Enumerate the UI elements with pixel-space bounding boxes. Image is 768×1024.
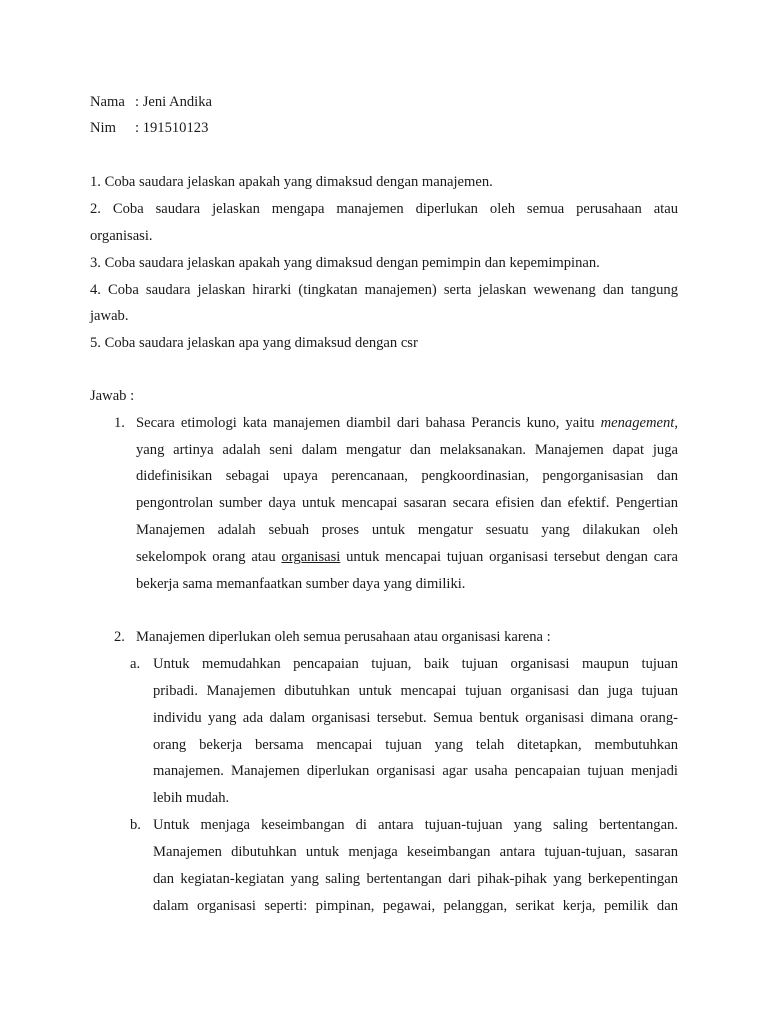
- answer-2-intro: Manajemen diperlukan oleh semua perusahaan atau organisasi karena :: [136, 629, 551, 645]
- nim-value: : 191510123: [135, 120, 209, 136]
- nim-label: Nim: [90, 120, 116, 136]
- question-2-line-1: 2. Coba saudara jelaskan mengapa manajemen diperlukan oleh semua perusahaan atau: [90, 201, 678, 217]
- answer-1-line-1-punct: ,: [674, 415, 678, 431]
- answer-1-line-7: bekerja sama memanfaatkan sumber daya yang dimiliki.: [136, 576, 466, 592]
- nim-line: [90, 117, 678, 139]
- question-2-line-2: organisasi.: [90, 228, 153, 244]
- question-5: 5. Coba saudara jelaskan apa yang dimaksud dengan csr: [90, 335, 418, 351]
- answer-2a-marker: a.: [130, 656, 141, 672]
- answer-2a-line-3: individu yang ada dalam organisasi tersebut. Semua bentuk organisasi dimana orang-: [153, 710, 678, 726]
- answer-2a-line-4: orang bekerja bersama mencapai tujuan yang telah ditetapkan, membutuhkan: [153, 737, 678, 753]
- answer-1-number: 1.: [114, 415, 125, 431]
- question-4-line-2: jawab.: [90, 308, 129, 324]
- answer-2a-line-5: manajemen. Manajemen diperlukan organisasi agar usaha pencapaian tujuan menjadi: [153, 763, 678, 779]
- answer-2b-line-4: dalam organisasi seperti: pimpinan, pegawai, pelanggan, serikat kerja, pemilik dan: [153, 898, 678, 914]
- answer-2-number: 2.: [114, 629, 125, 645]
- italic-term: menagement: [600, 415, 675, 431]
- name-label: Nama: [90, 94, 125, 110]
- answer-2b-line-1: Untuk menjaga keseimbangan di antara tujuan-tujuan yang saling bertentangan.: [153, 817, 678, 833]
- question-4-line-1: 4. Coba saudara jelaskan hirarki (tingkatan manajemen) serta jelaskan wewenang dan tangung: [90, 282, 678, 298]
- answer-2a-line-1: Untuk memudahkan pencapaian tujuan, baik tujuan organisasi maupun tujuan: [153, 656, 678, 672]
- answer-1-line-1: [136, 412, 678, 434]
- answer-1-line-1-text: Secara etimologi kata manajemen diambil dari bahasa Perancis kuno, yaitu: [136, 415, 601, 431]
- answer-1-line-3: didefinisikan sebagai upaya perencanaan, pengkoordinasian, pengorganisasian dan: [136, 468, 678, 484]
- question-1: 1. Coba saudara jelaskan apakah yang dimaksud dengan manajemen.: [90, 174, 493, 190]
- name-value: : Jeni Andika: [135, 94, 213, 110]
- answer-2b-marker: b.: [130, 817, 141, 833]
- answer-1-line-4: pengontrolan sumber daya untuk mencapai sasaran secara efisien dan efektif. Pengertian: [136, 495, 678, 511]
- answer-2b-line-3: dan kegiatan-kegiatan yang saling bertentangan dari pihak-pihak yang berkepentingan: [153, 871, 678, 887]
- answer-2a-line-6: lebih mudah.: [153, 790, 230, 806]
- name-line: [90, 91, 678, 113]
- answer-2a-line-2: pribadi. Manajemen dibutuhkan untuk mencapai tujuan organisasi dan juga tujuan: [153, 683, 678, 699]
- answer-heading: Jawab :: [90, 388, 135, 404]
- organisasi-link[interactable]: organisasi: [281, 549, 341, 565]
- answer-1-line-2: yang artinya adalah seni dalam mengatur dan melaksanakan. Manajemen dapat juga: [136, 442, 678, 458]
- answer-1-line-6-text: sekelompok orang atau: [136, 549, 282, 565]
- answer-1-line-5: Manajemen adalah sebuah proses untuk mengatur sesuatu yang dilakukan oleh: [136, 522, 678, 538]
- answer-1-line-6: [136, 546, 678, 568]
- answer-2b-line-2: Manajemen dibutuhkan untuk menjaga keseimbangan antara tujuan-tujuan, sasaran: [153, 844, 678, 860]
- question-3: 3. Coba saudara jelaskan apakah yang dimaksud dengan pemimpin dan kepemimpinan.: [90, 255, 600, 271]
- answer-1-line-6-text-end: untuk mencapai tujuan organisasi tersebut dengan cara: [340, 549, 678, 565]
